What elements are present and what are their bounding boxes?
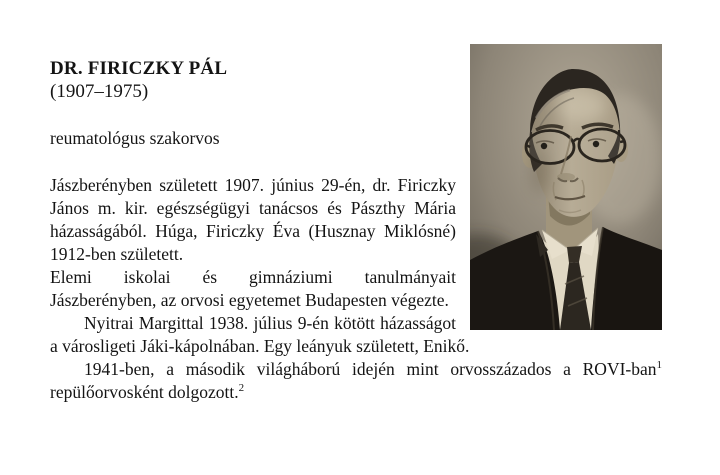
footnote-ref-1: 1 [656,359,662,372]
life-years: (1907–1975) [50,81,149,102]
portrait-illustration [470,44,662,330]
paragraph-marriage: Nyitrai Margittal 1938. július 9-én kötött házasságot a városligeti Jáki-kápolnában. Egy leányuk született, Enikő. [50,313,470,356]
paragraph-education: Elemi iskolai és gimnáziumi tanulmányait Jászberényben, az orvosi egyetemet Budapesten végezte. [50,267,456,310]
footnote-ref-2: 2 [238,382,245,395]
paragraph-war [50,358,662,404]
profession-line: reumatológus szakorvos [50,128,220,148]
war-text-part1: 1941-ben, a második világháború idején mint orvosszázados a ROVI-ban [84,359,657,379]
paragraph-birth: Jászberényben született 1907. június 29-én, dr. Firiczky János m. kir. egészségügyi tanácsos és Pászthy Mária házasságából. Húga, Firiczky Éva (Husznay Miklósné) 1912-ben született. [50,175,456,264]
war-text-part2: repülőorvosként dolgozott. [50,382,239,402]
person-name: DR. FIRICZKY PÁL [50,58,228,79]
portrait-photo [470,44,662,330]
